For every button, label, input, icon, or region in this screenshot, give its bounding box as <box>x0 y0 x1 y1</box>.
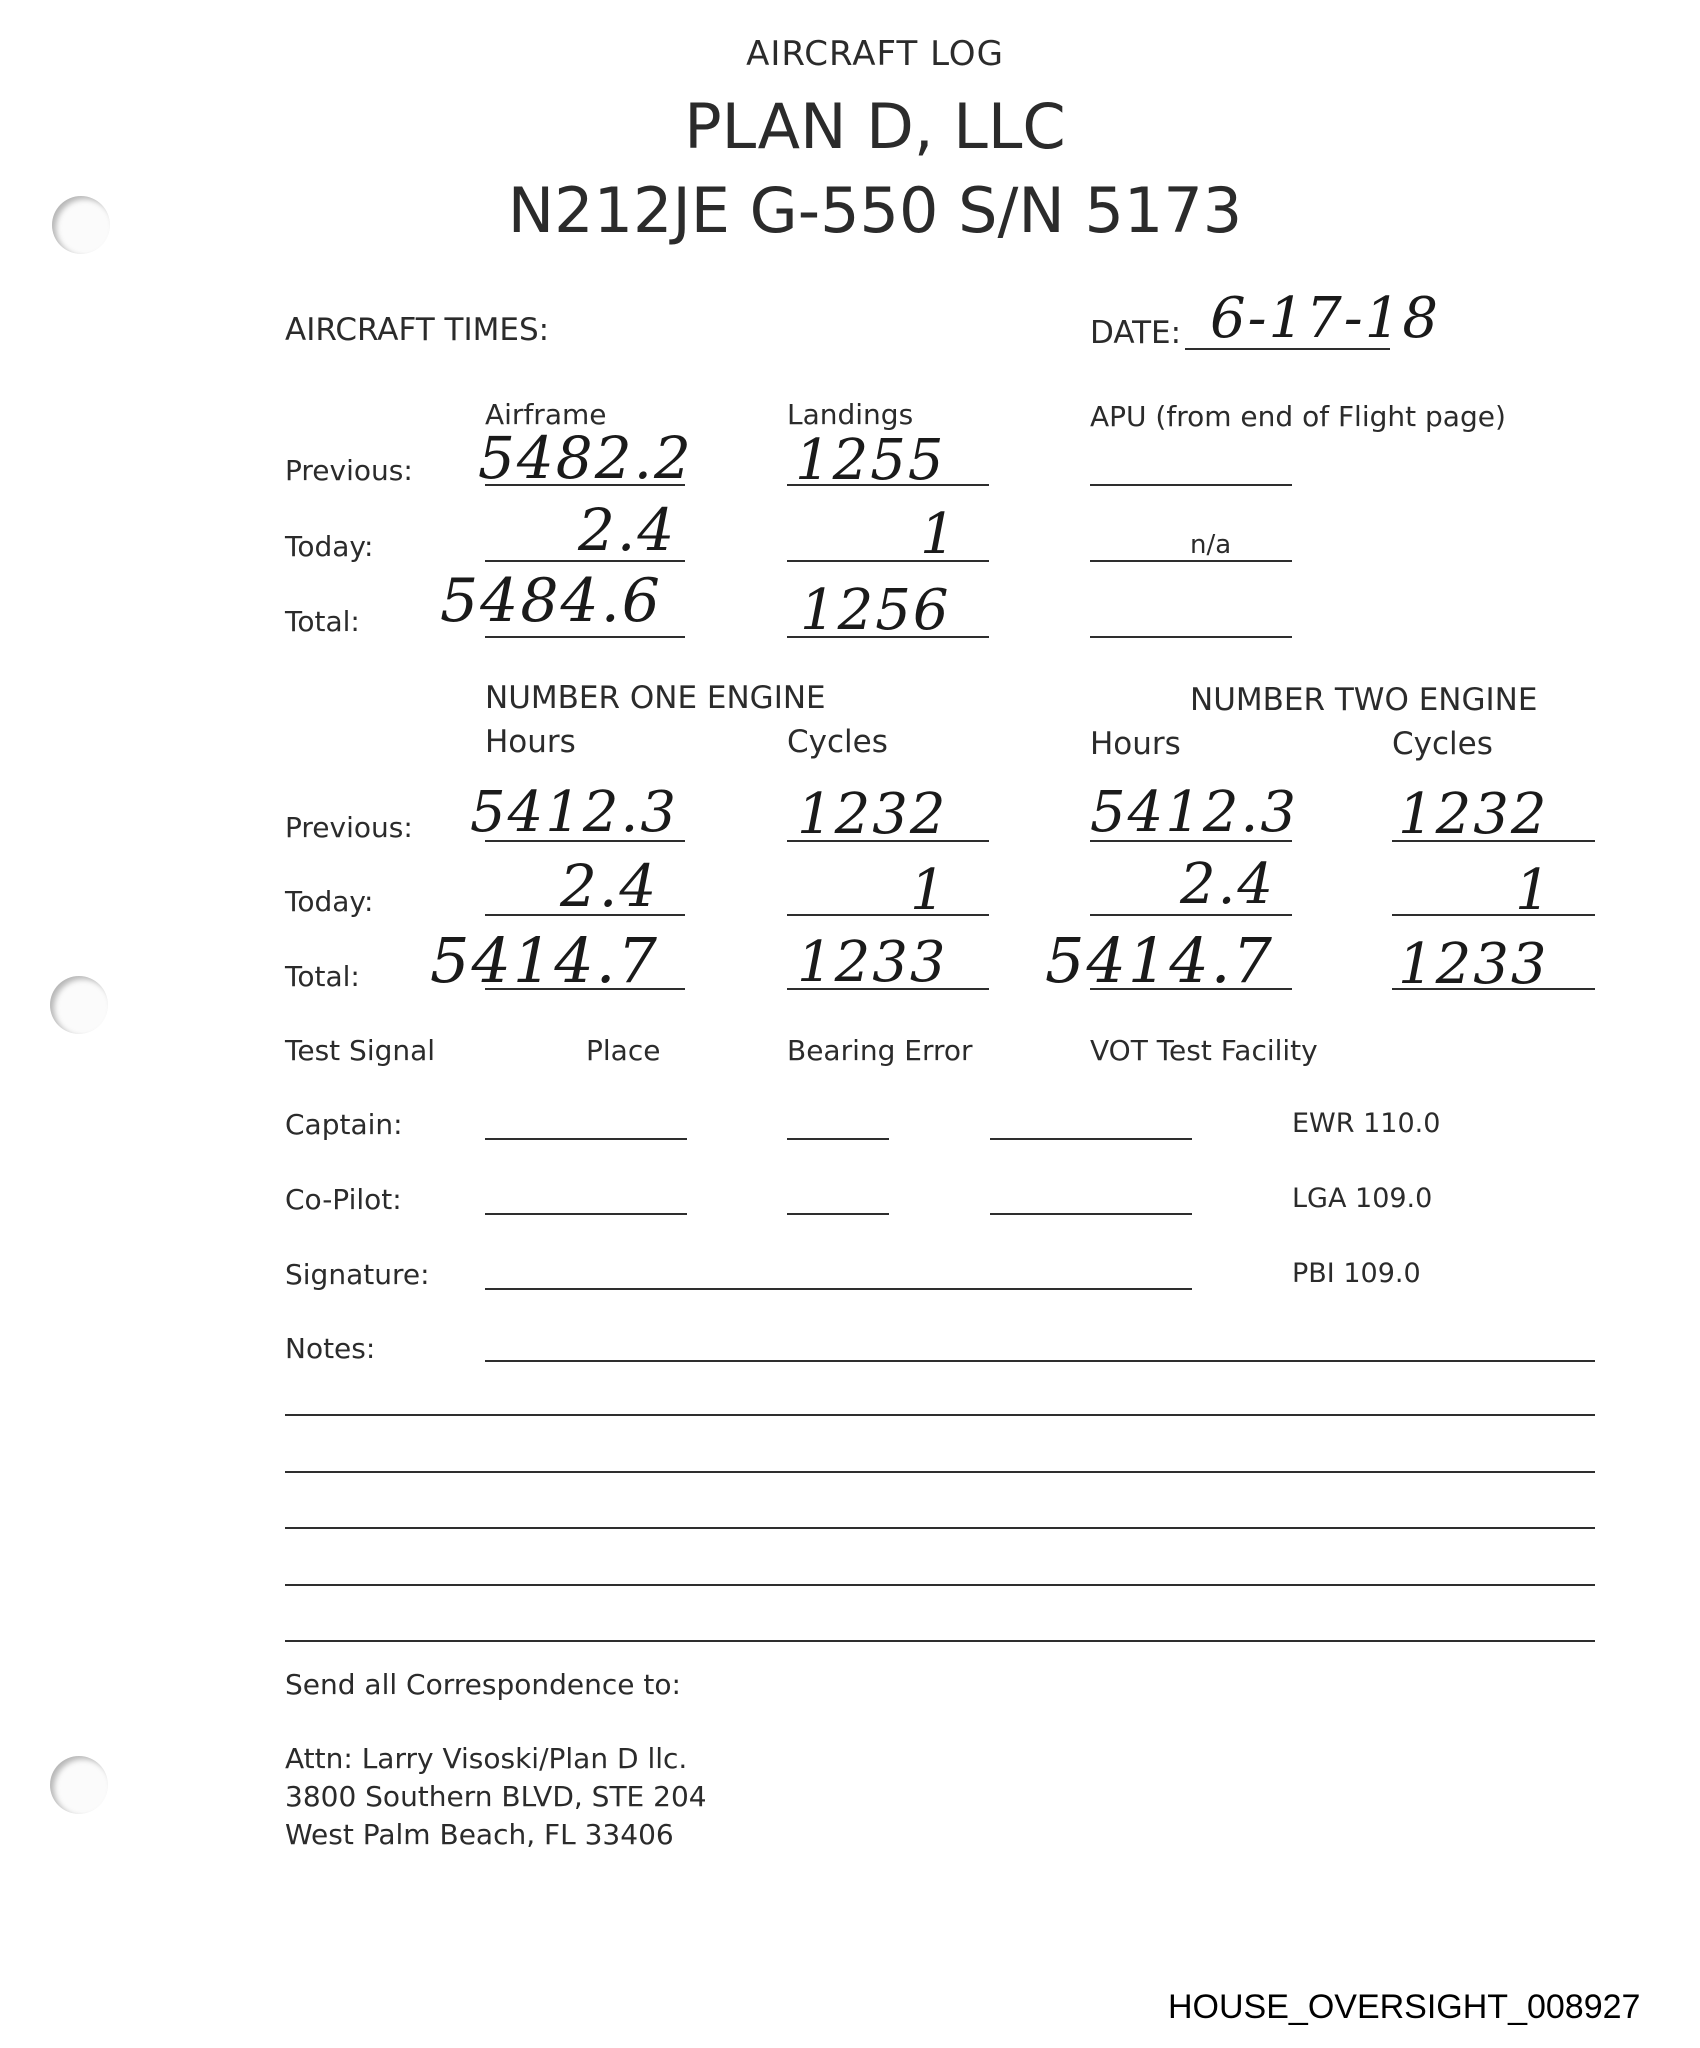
landings-today-value: 1 <box>920 502 958 567</box>
notes-line-6 <box>285 1640 1595 1642</box>
captain-place-line <box>485 1138 687 1140</box>
apu-today-value: n/a <box>1190 530 1232 560</box>
landings-today-line <box>787 560 989 562</box>
correspondence-heading: Send all Correspondence to: <box>285 1668 681 1701</box>
correspondence-attn: Attn: Larry Visoski/Plan D llc. <box>285 1742 688 1775</box>
engine-row-previous: Previous: <box>285 811 413 844</box>
apu-today-line <box>1090 560 1292 562</box>
date-value: 6-17-18 <box>1210 286 1440 351</box>
col-vot-test-facility: VOT Test Facility <box>1090 1034 1318 1067</box>
engine-row-today: Today: <box>285 885 374 918</box>
aircraft-times-heading: AIRCRAFT TIMES: <box>285 312 550 348</box>
log-title: AIRCRAFT LOG <box>746 34 1004 74</box>
e2-hours-previous-value: 5412.3 <box>1090 780 1298 845</box>
binder-hole-bottom <box>50 1756 108 1814</box>
notes-line-4 <box>285 1527 1595 1529</box>
bates-number: HOUSE_OVERSIGHT_008927 <box>1168 1988 1641 2026</box>
row-signature: Signature: <box>285 1258 430 1291</box>
e1-col-cycles: Cycles <box>787 724 888 760</box>
vot-ewr: EWR 110.0 <box>1292 1108 1441 1139</box>
e1-cycles-total-value: 1233 <box>797 930 948 995</box>
captain-error-line <box>990 1138 1192 1140</box>
correspondence-street: 3800 Southern BLVD, STE 204 <box>285 1780 707 1813</box>
e1-col-hours: Hours <box>485 724 576 760</box>
airframe-total-line <box>485 636 685 638</box>
landings-previous-value: 1255 <box>795 428 946 493</box>
row-captain: Captain: <box>285 1108 403 1141</box>
row-total: Total: <box>285 605 360 638</box>
row-previous: Previous: <box>285 454 413 487</box>
binder-hole-middle <box>50 976 108 1034</box>
company-name: PLAN D, LLC <box>684 90 1066 163</box>
e2-cycles-today-line <box>1392 914 1595 916</box>
row-today: Today: <box>285 530 374 563</box>
airframe-total-value: 5484.6 <box>440 566 662 636</box>
notes-line-3 <box>285 1471 1595 1473</box>
notes-line-2 <box>285 1414 1595 1416</box>
e1-hours-total-value: 5414.7 <box>430 924 659 997</box>
col-apu: APU (from end of Flight page) <box>1090 400 1506 433</box>
captain-bearing-line <box>787 1138 889 1140</box>
col-bearing-error: Bearing Error <box>787 1034 973 1067</box>
airframe-previous-value: 5482.2 <box>478 424 693 492</box>
e2-cycles-today-value: 1 <box>1515 858 1553 923</box>
correspondence-city: West Palm Beach, FL 33406 <box>285 1818 674 1851</box>
vot-lga: LGA 109.0 <box>1292 1183 1433 1214</box>
e1-cycles-today-value: 1 <box>910 858 948 923</box>
e1-cycles-today-line <box>787 914 989 916</box>
e1-hours-today-value: 2.4 <box>560 852 659 920</box>
e2-cycles-previous-value: 1232 <box>1398 782 1549 847</box>
engine-two-heading: NUMBER TWO ENGINE <box>1190 682 1538 718</box>
e2-hours-today-value: 2.4 <box>1180 852 1276 917</box>
notes-label: Notes: <box>285 1332 376 1365</box>
e2-hours-total-value: 5414.7 <box>1045 924 1274 997</box>
e2-col-cycles: Cycles <box>1392 726 1493 762</box>
airframe-today-value: 2.4 <box>578 496 677 564</box>
aircraft-identity: N212JE G-550 S/N 5173 <box>507 174 1243 247</box>
col-landings: Landings <box>787 398 914 431</box>
e1-cycles-previous-value: 1232 <box>797 782 948 847</box>
e1-hours-previous-value: 5412.3 <box>470 780 678 845</box>
notes-line-5 <box>285 1584 1595 1586</box>
landings-total-value: 1256 <box>800 578 951 643</box>
col-place: Place <box>586 1034 661 1067</box>
col-airframe: Airframe <box>485 398 607 431</box>
e2-col-hours: Hours <box>1090 726 1181 762</box>
col-test-signal: Test Signal <box>285 1034 436 1067</box>
row-copilot: Co-Pilot: <box>285 1183 402 1216</box>
vot-pbi: PBI 109.0 <box>1292 1258 1421 1289</box>
e2-cycles-total-value: 1233 <box>1398 932 1549 997</box>
engine-row-total: Total: <box>285 960 360 993</box>
apu-previous-line <box>1090 484 1292 486</box>
copilot-place-line <box>485 1213 687 1215</box>
copilot-bearing-line <box>787 1213 889 1215</box>
date-label: DATE: <box>1090 315 1182 351</box>
apu-total-line <box>1090 636 1292 638</box>
engine-one-heading: NUMBER ONE ENGINE <box>485 680 826 716</box>
signature-line <box>485 1288 1192 1290</box>
notes-line-1 <box>485 1360 1595 1362</box>
copilot-error-line <box>990 1213 1192 1215</box>
